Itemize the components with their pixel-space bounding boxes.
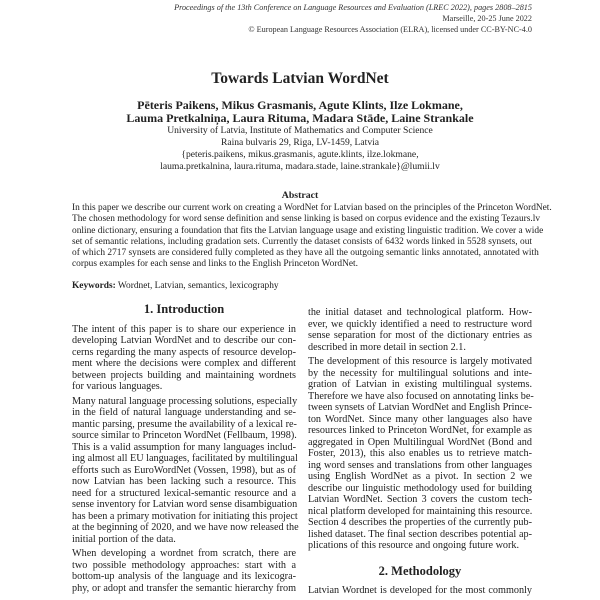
abstract-line: online dictionary, ensuring a foundation that fits the Latvian language usage and existing linguistic tradition. We cover a wide <box>72 225 544 236</box>
paragraph <box>308 356 532 552</box>
text-line: phy, or adopt and transfer the semantic hierarchy from <box>72 582 296 594</box>
text-line: resources linked to Princeton WordNet, for example as <box>308 425 532 436</box>
section-heading-methodology: 2. Methodology <box>378 563 462 578</box>
text-line: developing Latvian WordNet and to describe our con- <box>72 335 296 346</box>
keywords-label: Keywords: <box>72 281 116 291</box>
text-line: tween synsets of Latvian WordNet and English Prince- <box>308 402 532 413</box>
text-line: When developing a wordnet from scratch, there are <box>72 548 296 559</box>
email-line: lauma.pretkalnina, laura.rituma, madara.stade, laine.strankale}@lumii.lv <box>160 161 440 172</box>
affiliation-line: University of Latvia, Institute of Mathematics and Computer Science <box>167 125 433 136</box>
proceedings-header <box>174 2 532 36</box>
paragraph <box>72 548 296 594</box>
text-line: sense separation for most of the dictionary entries as <box>308 330 532 341</box>
text-line: Latvian Wordnet is developed for the most commonly <box>308 585 532 596</box>
text-line: Section 4 describes the properties of the currently pub- <box>308 517 532 528</box>
text-line: ton WordNet. Since many other languages also have <box>308 413 532 425</box>
text-line: This is a valid assumption for many languages includ- <box>72 441 296 453</box>
text-line: The intent of this paper is to share our experience in <box>72 323 296 335</box>
keywords-text: Wordnet, Latvian, semantics, lexicography <box>115 281 279 291</box>
paragraph <box>72 395 299 546</box>
text-line: describe our linguistic methodology used for building <box>308 482 532 494</box>
text-line: between projects building and maintaining wordnets <box>72 369 296 381</box>
text-line: ever, we quickly identified a need to restructure word <box>308 318 532 330</box>
text-line: Foster, 2013), this also enables us to retrieve match- <box>308 448 532 459</box>
text-line: source similar to Princeton WordNet (Fellbaum, 1998). <box>72 430 297 441</box>
keywords <box>72 281 279 291</box>
author-line: Pēteris Paikens, Mikus Grasmanis, Agute Klints, Ilze Lokmane, <box>137 98 463 112</box>
paper-title: Towards Latvian WordNet <box>211 70 389 87</box>
abstract-heading: Abstract <box>281 190 319 201</box>
text-line: has been a primary motivation for initiating this project <box>72 510 298 522</box>
left-column <box>72 302 299 597</box>
license-line: © European Language Resources Association (ELRA), licensed under CC-BY-NC-4.0 <box>248 25 532 35</box>
affiliation <box>0 125 600 173</box>
text-line: plications of this resource and ongoing future work. <box>308 540 520 551</box>
text-line: bottom-up analysis of the language and its lexicogra- <box>72 571 296 582</box>
abstract-line: corpus examples for each sense and links to the English Princeton WordNet. <box>72 259 358 270</box>
text-line: ing almost all EU languages, facilitated by multilingual <box>72 453 298 464</box>
text-line: efforts such as EuroWordNet (Vossen, 1998), but as of <box>72 464 296 476</box>
text-line: cerns regarding the many aspects of resource develop- <box>72 346 296 358</box>
text-line: initial portion of the data. <box>72 533 176 545</box>
proceedings-line: Proceedings of the 13th Conference on Language Resources and Evaluation (LREC 2022), pages 2808–2815 <box>174 3 532 12</box>
abstract-line: of which 2717 synsets are considered fully completed as they have all the outgoing semantic links annotated, annotated with <box>72 248 539 259</box>
text-line: two possible methodology approaches: start with a <box>72 559 296 571</box>
section-heading-introduction: 1. Introduction <box>143 302 225 316</box>
text-line: Many natural language processing solutions, especially <box>72 395 298 407</box>
venue-line: Marseille, 20-25 June 2022 <box>442 14 532 24</box>
abstract-line: set of semantic relations, including gradation sets. Currently the dataset consists of 6432 words linked in 5528 synsets, out <box>72 236 532 247</box>
text-line: described in more detail in section 2.1. <box>308 341 466 353</box>
text-line: in the field of natural language understanding and se- <box>72 407 296 418</box>
text-line: aggregated in Open Multilingual WordNet (Bond and <box>308 436 532 448</box>
text-line: now Latvian has been lacking such a resource. This <box>72 476 296 487</box>
text-line: nical platform developed for maintaining this resource. <box>308 505 533 517</box>
abstract-line: The chosen methodology for word sense definition and sense linking is based on corpus evidence and the existing Tezaurs.lv <box>72 214 541 225</box>
text-line: by the necessity for multilingual solutions and inte- <box>308 367 532 379</box>
text-line: ing word senses and translations from other languages <box>308 459 532 471</box>
text-line: ment where the decisions were complex and different <box>72 358 296 369</box>
text-line: mantic parsing, presume the availability of a lexical re- <box>72 418 297 430</box>
text-line: the initial dataset and technological platform. How- <box>308 307 532 318</box>
paragraph <box>72 324 296 393</box>
abstract-body <box>72 203 552 271</box>
text-line: for various languages. <box>72 381 163 392</box>
text-line: lished dataset. The final section describes potential ap- <box>308 528 532 540</box>
right-column <box>308 307 532 597</box>
text-line: need for a structured lexical-semantic resource and a <box>72 487 296 499</box>
affiliation-line: Raina bulvaris 29, Riga, LV-1459, Latvia <box>220 137 380 148</box>
text-line: at the beginning of 2020, and we have now released the <box>72 522 299 533</box>
author-line: Lauma Pretkalniņa, Laura Rituma, Madara Stāde, Laine Strankale <box>126 110 474 125</box>
text-line: using English WordNet as a pivot. In section 2 we <box>308 471 532 482</box>
text-line: Therefore we have also focused on annotating links be- <box>308 390 534 402</box>
paragraph <box>308 307 532 353</box>
text-line: sense inventory for Latvian word sense disambiguation <box>72 499 298 510</box>
text-line: Latvian WordNet. Section 3 covers the custom tech- <box>308 494 532 505</box>
text-line: gration of Latvian in existing multilingual systems. <box>308 379 532 390</box>
abstract-line: In this paper we describe our current work on creating a WordNet for Latvian based on the principles of the Princeton WordNet. <box>72 203 552 213</box>
email-line: {peteris.paikens, mikus.grasmanis, agute.klints, ilze.lokmane, <box>181 149 419 160</box>
author-list <box>0 99 600 124</box>
text-line: The development of this resource is largely motivated <box>308 356 532 367</box>
